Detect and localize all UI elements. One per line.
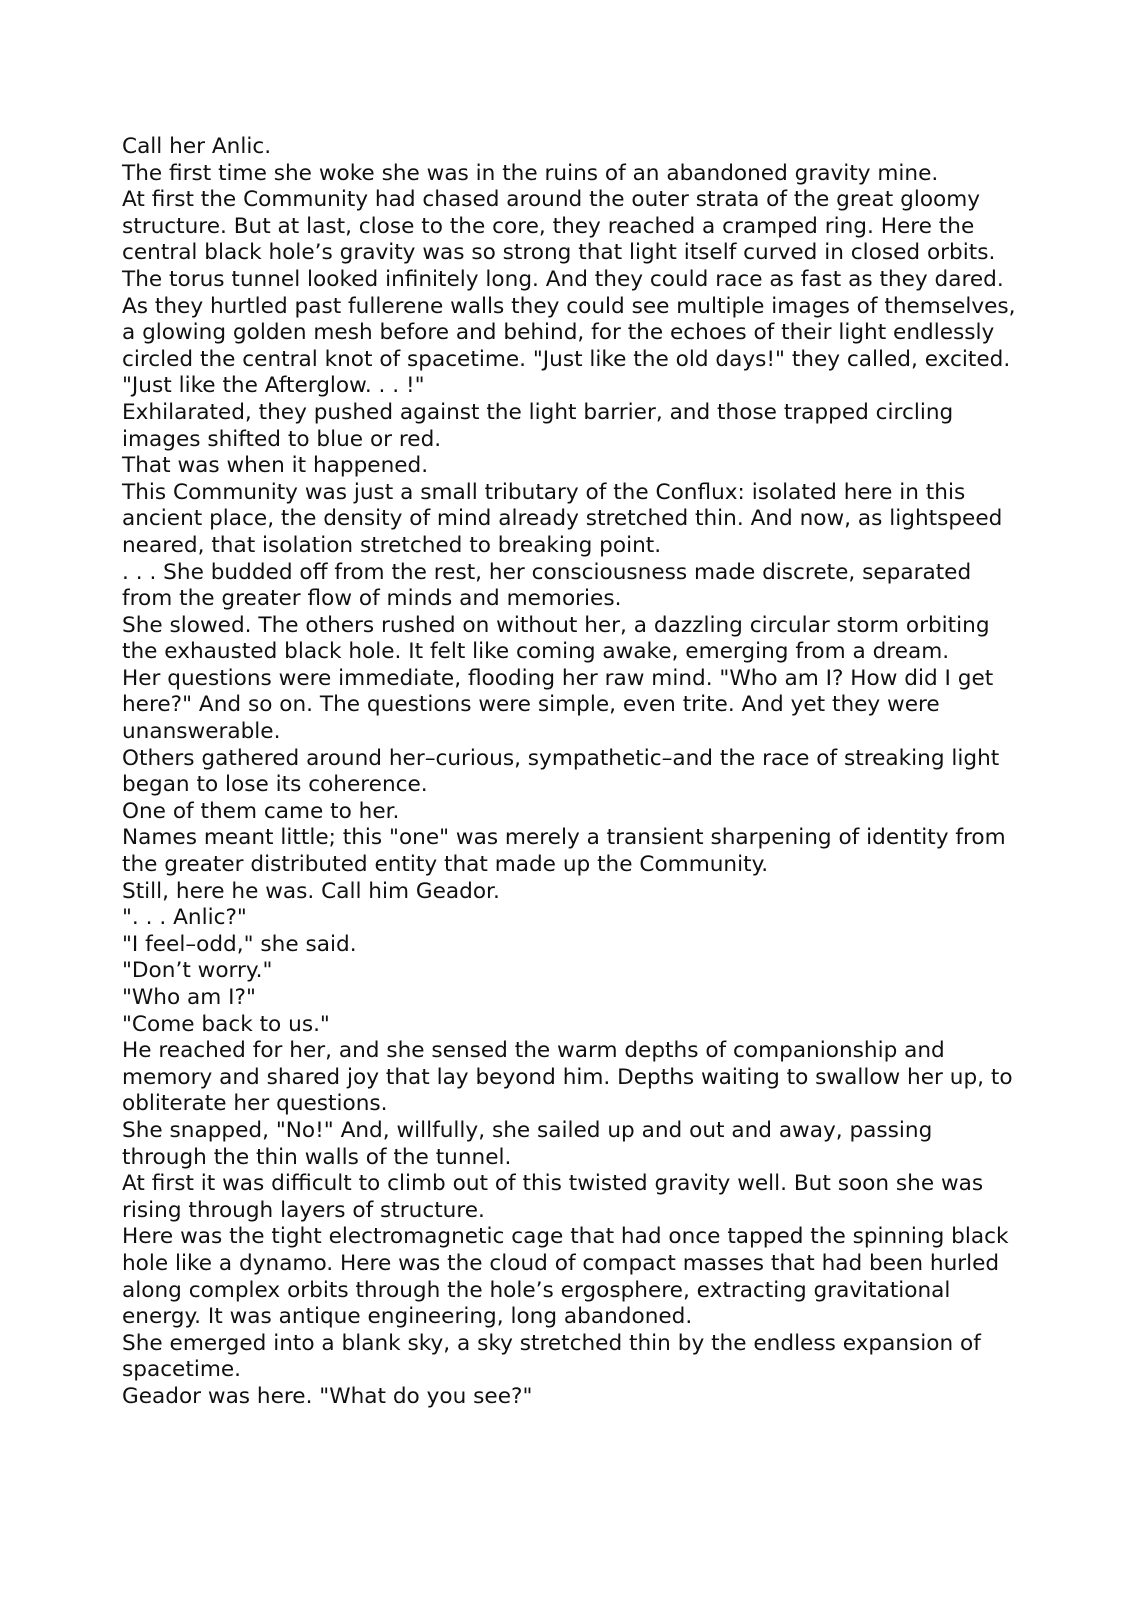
paragraph: "Who am I?" [122,985,256,1010]
paragraph: She emerged into a blank sky, a sky stretched thin by the endless expansion of spacetime. [122,1330,981,1383]
paragraph: Others gathered around her–curious, sympathetic–and the race of streaking light began to lose its coherence. [122,745,1000,798]
paragraph: "I feel–odd," she said. [122,931,357,957]
paragraph: ". . . Anlic?" [122,905,247,931]
paragraph: Call her Anlic. [122,134,272,159]
paragraph: Here was the tight electromagnetic cage that had once tapped the spinning black hole like a dynamo. Here was the cloud of compact masses that had been hurled along complex orbits through the hole’s ergosphere, extracting gravitational energy. It was antique engineering, long abandoned. [122,1224,1009,1330]
paragraph: At first the Community had chased around the outer strata of the great gloomy structure. But at last, close to the core, they reached a cramped ring. Here the central black hole’s gravity was so strong that light itself curved in closed orbits. [122,187,996,266]
paragraph: She snapped, "No!" And, willfully, she sailed up and out and away, passing through the thin walls of the tunnel. [122,1117,933,1170]
paragraph: One of them came to her. [122,798,400,824]
document-body [122,134,1022,1411]
paragraph: Her questions were immediate, flooding her raw mind. "Who am I? How did I get here?" And so on. The questions were simple, even trite. And yet they were unanswerable. [122,665,994,745]
paragraph: The torus tunnel looked infinitely long. And they could race as fast as they dared. [122,266,1004,292]
paragraph: That was when it happened. [122,453,429,479]
paragraph: As they hurtled past fullerene walls they could see multiple images of themselves, a glowing golden mesh before and behind, for the echoes of their light endlessly circled the central knot of spacetime. "Just like the old days!" they called, excited. "Just like the Afterglow. . . !" [122,293,1016,399]
paragraph: At first it was difficult to climb out of this twisted gravity well. But soon she was rising through layers of structure. [122,1171,984,1223]
paragraph: Still, here he was. Call him Geador. [122,878,500,904]
paragraph: . . . She budded off from the rest, her consciousness made discrete, separated from the greater flow of minds and memories. [122,559,972,612]
paragraph: The first time she woke she was in the ruins of an abandoned gravity mine. [122,160,939,186]
paragraph: Geador was here. "What do you see?" [122,1383,533,1409]
paragraph: This Community was just a small tributary of the Conflux: isolated here in this ancient place, the density of mind already stretched thin. And now, as lightspeed neared, that isolation stretched to breaking point. [122,479,1003,558]
paragraph: Exhilarated, they pushed against the light barrier, and those trapped circling images shifted to blue or red. [122,399,954,452]
paragraph: Names meant little; this "one" was merely a transient sharpening of identity from the greater distributed entity that made up the Community. [122,825,1006,878]
paragraph: "Come back to us." [122,1011,330,1037]
paragraph: He reached for her, and she sensed the warm depths of companionship and memory and shared joy that lay beyond him. Depths waiting to swallow her up, to obliterate her questions. [122,1038,1013,1117]
paragraph: "Don’t worry." [122,958,273,984]
paragraph: She slowed. The others rushed on without her, a dazzling circular storm orbiting the exhausted black hole. It felt like coming awake, emerging from a dream. [122,612,990,665]
